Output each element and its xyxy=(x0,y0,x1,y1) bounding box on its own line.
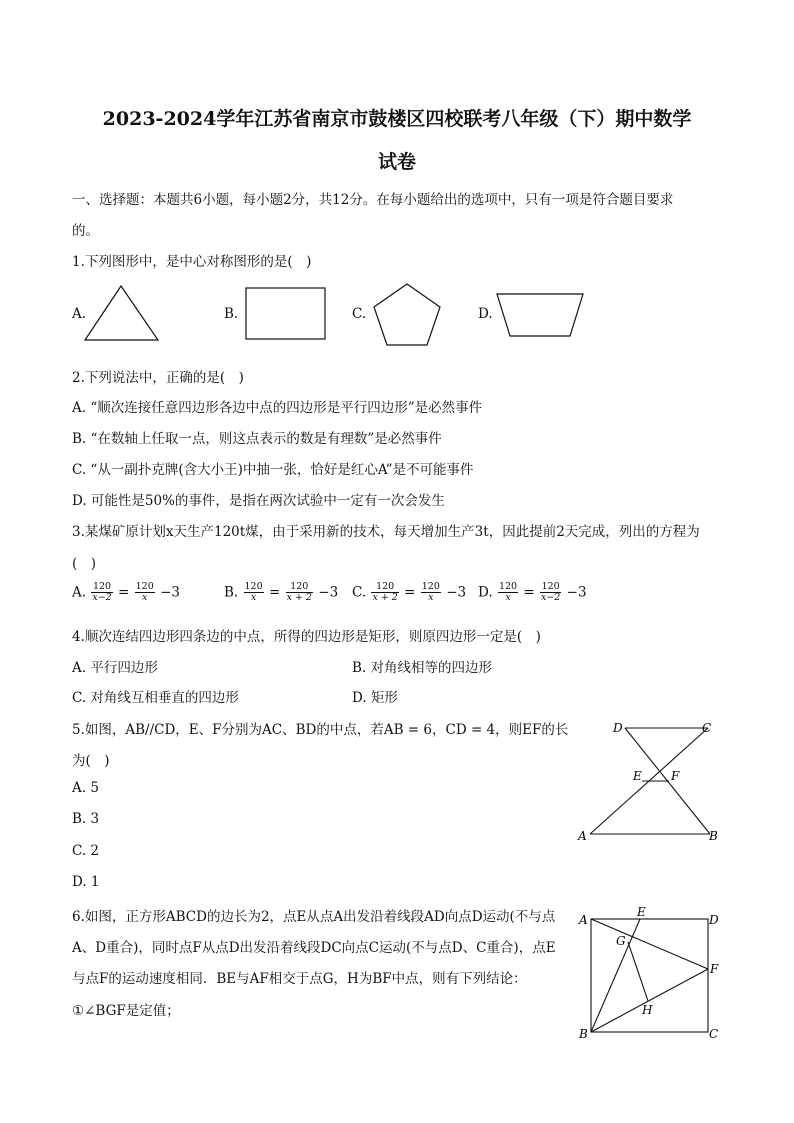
pentagon-icon xyxy=(374,284,440,345)
frac-num: 120 xyxy=(371,582,398,593)
q5-stem-line2: 为( ) xyxy=(72,753,110,769)
section-header-line2: 的。 xyxy=(72,223,99,239)
q1-option-b-label: B. xyxy=(224,306,239,322)
q2-option-c: C. “从一副扑克牌(含大小王)中抽一张，恰好是红心A”是不可能事件 xyxy=(72,462,474,478)
frac-num: 120 xyxy=(135,581,154,592)
equals-sign: = xyxy=(404,584,416,601)
q3-option-a-frac1 xyxy=(91,582,112,603)
label-g: G xyxy=(616,934,626,948)
q4-option-b: B. 对角线相等的四边形 xyxy=(352,660,493,676)
frac-num: 120 xyxy=(92,581,112,592)
equals-sign: = xyxy=(268,584,281,601)
label-c: C xyxy=(702,721,712,735)
label-a: A xyxy=(578,829,587,843)
q1-option-d-label: D. xyxy=(478,306,493,322)
q3-stem-line1: 3.某煤矿原计划x天生产120t煤，由于采用新的技术，每天增加生产3t，因此提前2天完成，列出的方程为 xyxy=(72,524,700,540)
label-c: C xyxy=(709,1027,719,1041)
q1-option-c-label: C. xyxy=(352,306,367,322)
q3-option-c-frac1 xyxy=(371,582,398,603)
label-b: B xyxy=(579,1027,588,1041)
q6-stem-line4: ①∠BGF是定值； xyxy=(72,1003,180,1019)
frac-den: x xyxy=(428,592,434,603)
q4-option-c: C. 对角线互相垂直的四边形 xyxy=(72,690,239,706)
q6-stem-line2: A、D重合)，同时点F从点D出发沿着线段DC向点C运动(不与点D、C重合)，点E xyxy=(72,940,556,956)
frac-num: 120 xyxy=(541,581,560,592)
tail-term: −3 xyxy=(160,584,180,601)
q2-stem: 2.下列说法中，正确的是( ) xyxy=(72,370,244,386)
label-h: H xyxy=(642,1003,653,1017)
rectangle-icon xyxy=(246,288,325,339)
frac-num: 120 xyxy=(244,581,263,592)
tail-term: −3 xyxy=(318,584,339,601)
q3-stem-line2: ( ) xyxy=(72,556,97,572)
frac-den: x xyxy=(505,592,511,603)
label-d: D xyxy=(613,721,623,735)
q3-option-a-frac2 xyxy=(135,582,155,603)
q6-figure xyxy=(578,905,738,1045)
tail-term: −3 xyxy=(446,584,467,601)
triangle-icon xyxy=(85,286,158,340)
q3-option-b xyxy=(224,582,338,603)
q4-option-d: D. 矩形 xyxy=(352,690,398,706)
frac-den: x xyxy=(142,592,148,603)
q6-stem-line3: 与点F的运动速度相同．BE与AF相交于点G，H为BF中点，则有下列结论： xyxy=(72,971,527,987)
q5-stem-line1: 5.如图，AB//CD，E、F分别为AC、BD的中点，若AB = 6，CD = 4，则EF的长 xyxy=(72,722,569,738)
q1-stem: 1.下列图形中，是中心对称图形的是( ) xyxy=(72,254,312,270)
frac-num: 120 xyxy=(286,582,313,593)
label-e: E xyxy=(637,905,646,919)
frac-den: x−2 xyxy=(540,592,561,603)
q5-figure xyxy=(578,718,738,848)
section-header-line1: 一、选择题：本题共6小题，每小题2分，共12分。在每小题给出的选项中，只有一项是符合题目要求 xyxy=(72,192,674,208)
q3-option-a-label: A. xyxy=(72,584,87,601)
label-d: D xyxy=(709,913,719,927)
q3-option-b-frac2 xyxy=(286,582,313,603)
q6-stem-line1: 6.如图，正方形ABCD的边长为2，点E从点A出发沿着线段AD向点D运动(不与点 xyxy=(72,909,556,925)
q5-option-c: C. 2 xyxy=(72,843,100,859)
q3-option-d-label: D. xyxy=(478,584,493,601)
equals-sign: = xyxy=(118,584,130,601)
q5-option-a: A. 5 xyxy=(72,780,99,796)
q2-option-a: A. “顺次连接任意四边形各边中点的四边形是平行四边形”是必然事件 xyxy=(72,400,483,416)
q4-stem: 4.顺次连结四边形四条边的中点，所得的四边形是矩形，则原四边形一定是( ) xyxy=(72,629,541,645)
label-a: A xyxy=(579,913,588,927)
label-b: B xyxy=(709,829,718,843)
label-f: F xyxy=(671,769,680,783)
q2-option-b: B. “在数轴上任取一点，则这点表示的数是有理数”是必然事件 xyxy=(72,431,442,447)
q3-option-b-label: B. xyxy=(224,584,239,601)
exam-title-line1: 2023-2024学年江苏省南京市鼓楼区四校联考八年级（下）期中数学 xyxy=(102,108,692,130)
exam-title-line2: 试卷 xyxy=(377,151,416,173)
q3-option-c-label: C. xyxy=(352,584,367,601)
trapezoid-icon xyxy=(497,294,583,336)
q3-option-c-frac2 xyxy=(421,582,441,603)
q3-option-b-frac1 xyxy=(244,582,264,603)
q1-option-a-label: A. xyxy=(72,306,87,322)
q1-figures xyxy=(0,282,794,342)
frac-num: 120 xyxy=(498,581,518,592)
q3-option-a xyxy=(72,582,180,603)
q3-option-d xyxy=(478,582,587,603)
q3-option-d-frac2 xyxy=(540,582,561,603)
label-e: E xyxy=(633,769,642,783)
q3-option-d-frac1 xyxy=(498,582,518,603)
label-f: F xyxy=(710,962,719,976)
frac-den: x xyxy=(250,592,257,603)
q2-option-d: D. 可能性是50%的事件，是指在两次试验中一定有一次会发生 xyxy=(72,493,445,509)
tail-term: −3 xyxy=(566,584,587,601)
q5-option-b: B. 3 xyxy=(72,811,100,827)
frac-num: 120 xyxy=(421,581,440,592)
equals-sign: = xyxy=(523,584,535,601)
q4-option-a: A. 平行四边形 xyxy=(72,660,158,676)
q5-option-d: D. 1 xyxy=(72,874,100,890)
frac-den: x−2 xyxy=(92,592,112,603)
frac-den: x + 2 xyxy=(372,592,398,603)
frac-den: x + 2 xyxy=(286,592,312,603)
q3-option-c xyxy=(352,582,466,603)
